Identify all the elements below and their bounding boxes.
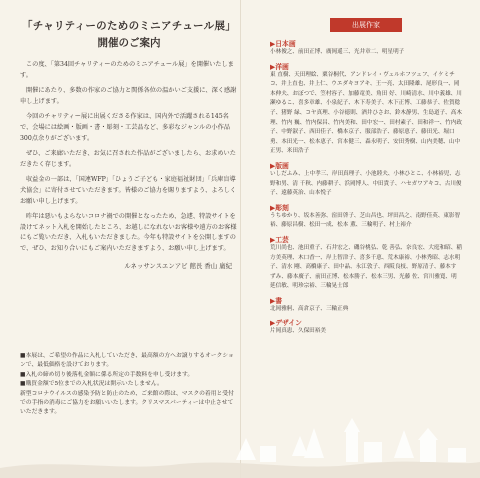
- category-label-sho: ▶書: [270, 296, 283, 305]
- note-2: ■入札の締め切り後落札金額に係る所定の手数料を申し受けます。: [20, 371, 194, 378]
- category-label-hanga: ▶版画: [270, 161, 289, 170]
- exhibitors-column: [270, 18, 462, 337]
- announcement-title: 「チャリティーのためのミニアチュール展」: [21, 20, 237, 32]
- category-names-sho: 北岡雅舸、高倉京子、三輪正典: [270, 305, 349, 312]
- category-names-kogei: 荒川尚也、池田重子、石井宏之、磯谷桃弘、乾 善弘、奈良宏、大庭和昭、稲方美英理、木口香一、岸上智津子、喜多千恵、荒木康裕、小林秀昭、志水明子、清水 剛、高橋康子、田中晶、永江敦子、西阪良枝、野原清子、藤本すずみ、藤本廣子、前田正博、松本勝子、松本三男、光藤 佐、宮川雅寛、明延信敏、明珍宗裕、三輪晃士郎: [270, 244, 462, 290]
- note-1: ■本展は、ご希望の作品に入札していただき、最高額の方へお譲りするオークションで、最低価格を設けております。: [20, 353, 234, 369]
- announcement-column: [20, 18, 238, 270]
- announcement-subtitle: 開催のご案内: [97, 37, 161, 49]
- category-label-chokoku: ▶彫刻: [270, 203, 289, 212]
- category-names-yoga: 東 直樹、天田理絵、粟谷桐代、アンドレイ・ヴェルホフツェフ、イケミチコ、井上直也、井上仁、ウエダキヨアキ、王一亮、太田隆雄、尾形良一、岡本伸夫、おぼつで、笠村容子、加藤竜美、角田 好、川崎清水、川中義雄、川瀬ゆるこ、喜多章雄、小泉紀子、木下寿美子、木下正博、工藤恭子、佐賀稔子、猪野 緑、コヤ真理、小谷徳則、酒井ひさお、鈴木静男、生島道子、高木 理、竹内 巍、竹内保昌、竹内美和、田中宏一、田村素子、田和祥一、竹内政子、中野淑子、西田佳子、橋本京子、服部浩子、藤原恵子、藤田光、堀口 勇、本田光一、松本恵子、宮本健三、森永明子、安田秀樹、山内美穂、山中正男、米田浩子: [270, 71, 462, 155]
- note-4: 新型コロナウイルスの感染予防と防止のため、ご来館の際は、マスクの着用と受付での手指の消毒にご協力をお願いいたします。クリスマスパーティーは中止させていただきます。: [20, 390, 234, 416]
- winter-town-silhouette: [0, 388, 480, 478]
- category-label-nihonga: ▶日本画: [270, 40, 296, 48]
- paragraph-1: この度、「第34回チャリティーのためのミニアチュール展」を開催いたします。: [20, 61, 234, 79]
- paragraph-3: 今回のチャリティー展に出展くださる作家は、国内外で活躍される145名で、会場には絵画・版画・書・彫刻・工芸品など、多彩なジャンルの小作品300点余りがございます。: [20, 113, 230, 142]
- category-names-nihonga: 小林俊之、前田正博、廣岡遥三、光井章二、明星明子: [270, 49, 405, 55]
- category-label-yoga: ▶洋画: [270, 62, 289, 71]
- category-label-kogei: ▶工芸: [270, 235, 289, 244]
- exhibitors-badge: 出展作家: [330, 18, 402, 32]
- category-label-design: ▶デザイン: [270, 319, 302, 328]
- paragraph-4: ぜひ、ご来廊いただき、お気に召された作品がございましたら、お求めいただきたく存じます。: [20, 150, 236, 168]
- category-names-chokoku: うちゆかり、坂本善弥、窪田啓子、芝山昌也、坪田昌之、南野佳英、東影智裕、藤原昌樹、松田一成、松本 薫、三輪明子、村上裕介: [270, 212, 461, 229]
- note-3: ■購買金額で5位までの入札状況は開示いたしません。: [20, 381, 163, 388]
- category-names-hanga: いしだふみ、上中孝三、岸田真理子、小池睦夫、小林ひとこ、小林裕児、志野和男、清 千秋、内藤耕子、浜岡博人、中田貴子、ハセガワアキコ、古川俊子、遠藤英治、山本悦子: [270, 170, 462, 197]
- paragraph-2: 開催にあたり、多数の作家のご協力と関係各位の温かいご支援に、深く感謝申し上げます。: [20, 87, 237, 105]
- paragraph-5: 収益金の一部は、「国連WFP」「ひょうご子ども・家庭福祉財団」「兵庫盲導犬協会」に寄付させていただきます。皆様のご協力を賜りますよう、よろしくお願い申し上げます。: [20, 176, 237, 205]
- signature: ルネッサンスエンアビ 館長 香山 廣紀: [124, 261, 232, 270]
- category-names-design: 片岡真恵、久保田裕美: [270, 328, 326, 335]
- paragraph-6: 昨年は悪いもよらないコロナ禍での開催となったため、急遽、特設サイトを設けてネット入札を開始したところ、お越しになれないお客様や遠方のお客様にもご覧いただき、入札もいただきました。今年も特設サイトを公開しますので、ぜひ、お知り合いにもご案内いただきますよう、お願い申し上げます。: [20, 213, 237, 252]
